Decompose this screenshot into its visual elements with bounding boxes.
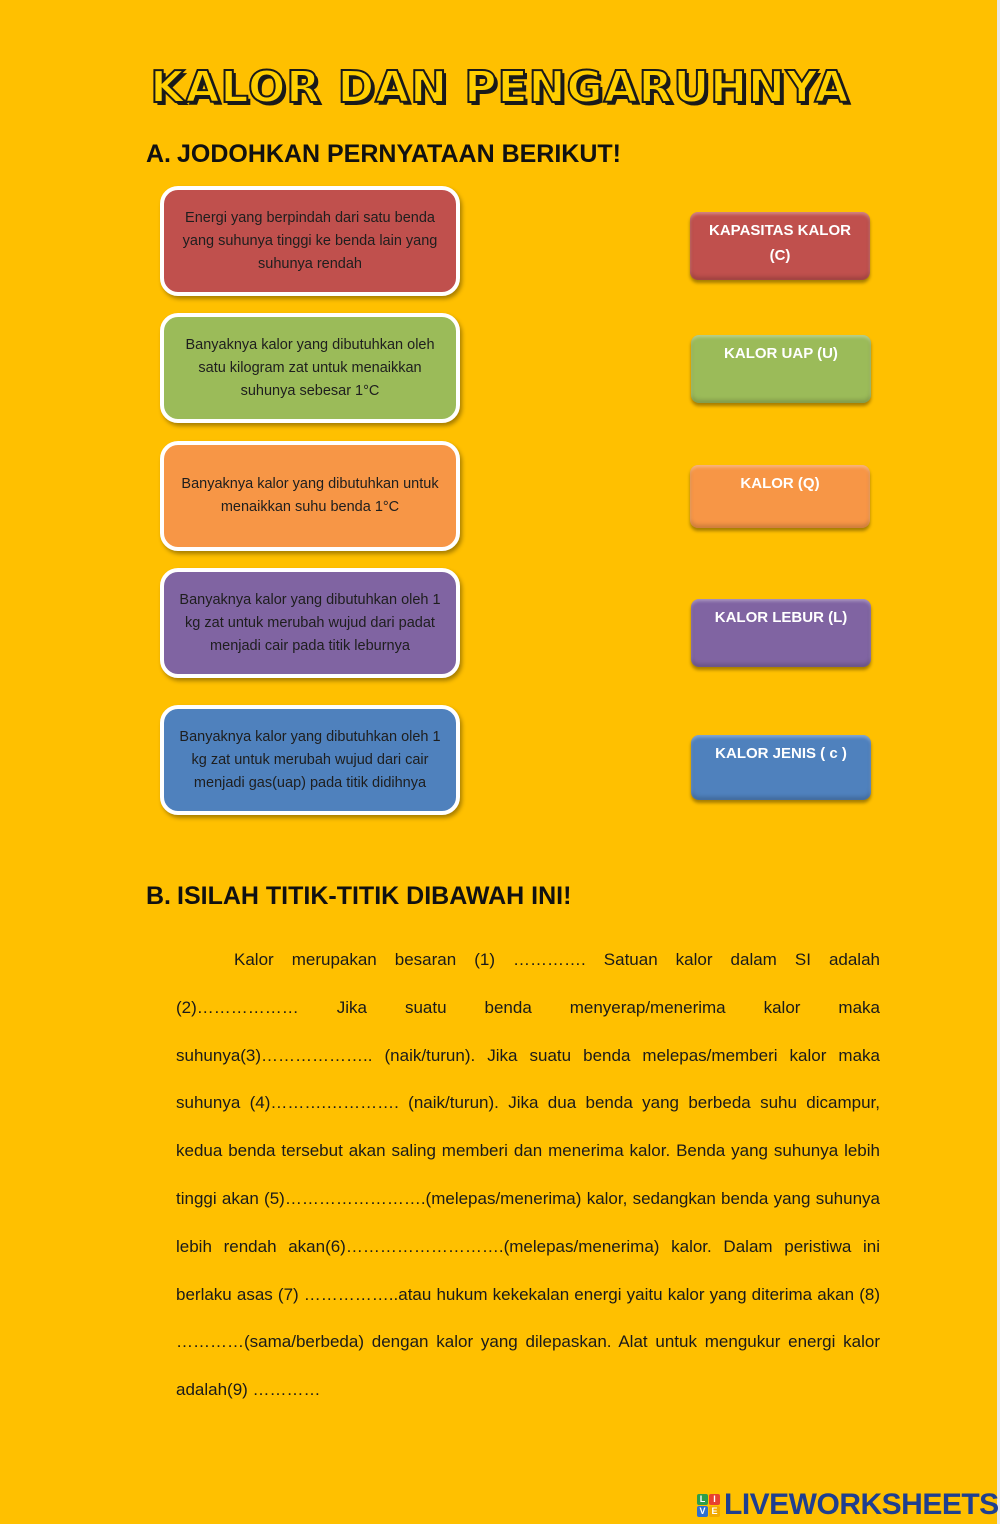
liveworksheets-logo bbox=[697, 1488, 999, 1522]
statement-text: Banyaknya kalor yang dibutuhkan oleh 1 kg zat untuk merubah wujud dari padat menjadi cair pada titik leburnya bbox=[179, 591, 441, 654]
statement-text: Banyaknya kalor yang dibutuhkan oleh 1 kg zat untuk merubah wujud dari cair menjadi gas(uap) pada titik didihnya bbox=[179, 728, 441, 791]
term-button-kalor-lebur[interactable] bbox=[691, 599, 871, 667]
section-a-title: JODOHKAN PERNYATAAN BERIKUT! bbox=[177, 140, 622, 168]
statement-text: Banyaknya kalor yang dibutuhkan oleh satu kilogram zat untuk menaikkan suhunya sebesar 1°C bbox=[185, 336, 435, 399]
section-b-heading bbox=[146, 882, 571, 911]
term-label-symbol: (C) bbox=[769, 247, 791, 264]
term-label: KALOR LEBUR (L) bbox=[714, 609, 848, 626]
logo-text: LIVEWORKSHEETS bbox=[724, 1488, 999, 1521]
statement-card-4[interactable] bbox=[160, 568, 460, 678]
section-a-heading bbox=[146, 140, 621, 169]
statement-card-3[interactable] bbox=[160, 441, 460, 551]
term-button-kalor-jenis[interactable] bbox=[691, 735, 871, 800]
section-a-letter: A. bbox=[146, 140, 171, 168]
logo-letter: I bbox=[709, 1494, 720, 1505]
logo-letter: L bbox=[697, 1494, 708, 1505]
statement-card-1[interactable] bbox=[160, 186, 460, 296]
term-label: KALOR UAP (U) bbox=[724, 345, 838, 362]
section-b-letter: B. bbox=[146, 882, 171, 910]
statement-text: Banyaknya kalor yang dibutuhkan untuk menaikkan suhu benda 1°C bbox=[181, 476, 439, 515]
page-title: KALOR DAN PENGARUHNYA bbox=[150, 62, 850, 113]
term-label: KALOR (Q) bbox=[740, 475, 820, 492]
statement-card-2[interactable] bbox=[160, 313, 460, 423]
term-label: KALOR JENIS ( c ) bbox=[715, 745, 847, 762]
statement-card-5[interactable] bbox=[160, 705, 460, 815]
section-b-title: ISILAH TITIK-TITIK DIBAWAH INI! bbox=[177, 882, 572, 910]
term-button-kalor-uap[interactable] bbox=[691, 335, 871, 403]
statement-text: Energi yang berpindah dari satu benda yang suhunya tinggi ke benda lain yang suhunya rendah bbox=[182, 209, 438, 272]
fill-in-paragraph: Kalor merupakan besaran (1) …………. Satuan kalor dalam SI adalah (2)……………… Jika suatu benda menyerap/menerima kalor maka suhunya(3)……………….. (naik/turun). Jika suatu benda melepas/memberi kalor maka suhunya (4)……….…………. (naik/turun). Jika dua benda yang berbeda suhu dicampur, kedua benda tersebut akan saling memberi dan menerima kalor. Benda yang suhunya lebih tinggi akan (5)…………………….(melepas/menerima) kalor, sedangkan benda yang suhunya lebih rendah akan(6)……………………….(melepas/menerima) kalor. Dalam peristiwa ini berlaku asas (7) ……………..atau hukum kekekalan energi yaitu kalor yang diterima akan (8) …………(sama/berbeda) dengan kalor yang dilepaskan. Alat untuk mengukur energi kalor adalah(9) ………… bbox=[176, 950, 880, 1400]
logo-letter: E bbox=[709, 1506, 720, 1517]
term-button-kapasitas-kalor[interactable] bbox=[690, 212, 870, 280]
logo-letter: V bbox=[697, 1506, 708, 1517]
term-button-kalor[interactable] bbox=[690, 465, 870, 528]
logo-icon bbox=[697, 1494, 720, 1517]
term-label: KAPASITAS KALOR bbox=[709, 222, 851, 239]
